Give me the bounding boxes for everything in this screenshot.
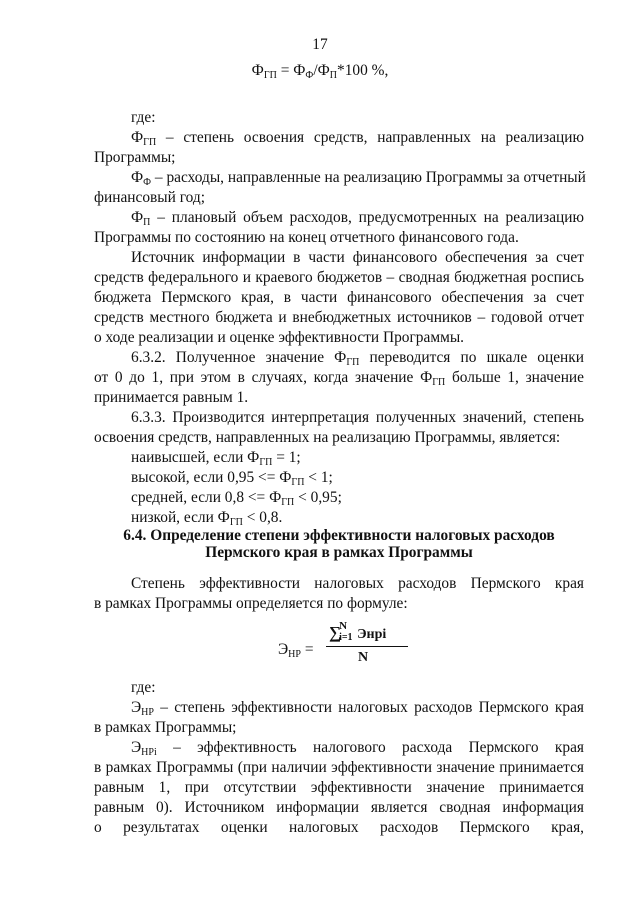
text-line: в рамках Программы (при наличии эффективности значение принимается <box>94 759 584 776</box>
text-line: средней, если $0,8 <= Ф_{ГП} < 0,95$; <box>131 489 342 508</box>
formula-fgp <box>0 62 640 81</box>
text-line: средств федерального и краевого бюджетов – сводная бюджетная роспись <box>94 269 584 286</box>
formula-enr-numerator: ∑$^N$i=1 Энрi <box>329 620 387 643</box>
text-line: 6.3.2. Полученное значение $Ф_{ГП}$ переводится по шкале оценки <box>131 349 585 368</box>
text-line: наивысшей, если $Ф_{ГП} = 1$; <box>131 449 301 468</box>
text-line: 6.3.3. Производится интерпретация полученных значений, степень <box>131 409 584 426</box>
text-line: Программы; <box>94 149 176 166</box>
formula-subscript: Ф <box>305 70 314 81</box>
text-line: где: <box>131 109 156 126</box>
text-line: Источник информации в части финансового обеспечения за счет <box>131 249 584 266</box>
formula-subscript: ГП <box>263 70 277 81</box>
formula-tail: *100 %, <box>337 62 389 79</box>
text-line: бюджета Пермского края, в части финансового обеспечения за счет <box>94 289 584 306</box>
text-line: от 0 до 1, при этом в случаях, когда значение $Ф_{ГП}$ больше 1, значение <box>94 369 584 388</box>
text-line: низкой, если $Ф_{ГП} < 0,8$. <box>131 509 283 528</box>
formula-symbol: Ф <box>251 62 264 79</box>
text-line: в рамках Программы определяется по формуле: <box>94 595 408 612</box>
text-line: средств местного бюджета и внебюджетных источников – годовой отчет <box>94 309 584 326</box>
text-line: освоения средств, направленных на реализацию Программы, является: <box>94 429 561 446</box>
formula-slash: / <box>313 62 318 79</box>
formula-enr-denominator: N <box>358 650 369 665</box>
text-line: $Э_{НРi}$ – эффективность налогового расхода Пермского края <box>131 739 584 758</box>
text-line: $Ф_П$ – плановый объем расходов, предусмотренных на реализацию <box>131 209 584 228</box>
text-line: финансовый год; <box>94 189 206 206</box>
formula-eq: = <box>276 62 294 79</box>
text-line: о ходе реализации и оценке эффективности Программы. <box>94 329 465 346</box>
section-heading: Пермского края в рамках Программы <box>205 544 473 561</box>
formula-symbol: Ф <box>293 62 306 79</box>
text-line: $Э_{НР}$ – степень эффективности налоговых расходов Пермского края <box>131 699 584 718</box>
section-heading: 6.4. Определение степени эффективности налоговых расходов <box>123 527 555 544</box>
page-number: 17 <box>312 36 328 53</box>
fraction-bar <box>326 646 408 647</box>
text-line: принимается равным 1. <box>94 389 249 406</box>
text-line: о результатах оценки налоговых расходов Пермского края, <box>94 819 584 836</box>
text-line: в рамках Программы; <box>94 719 237 736</box>
text-line: равным 1, при отсутствии эффективности значение принимается <box>94 779 584 796</box>
text-line: равным 0). Источником информации является сводная информация <box>94 799 584 816</box>
text-line: высокой, если $0,95 <= Ф_{ГП} < 1$; <box>131 469 333 488</box>
text-line: Программы по состоянию на конец отчетного финансового года. <box>94 229 519 246</box>
formula-enr-lhs: $Э_{НР}$ = <box>278 641 314 660</box>
text-line: $Ф_Ф$ – расходы, направленные на реализацию Программы за отчетный <box>131 169 586 188</box>
text-line: где: <box>131 679 156 696</box>
text-line: Степень эффективности налоговых расходов Пермского края <box>131 575 584 592</box>
formula-subscript: П <box>329 70 338 81</box>
text-line: $Ф_{ГП}$ – степень освоения средств, направленных на реализацию <box>131 129 584 148</box>
formula-symbol: Ф <box>317 62 330 79</box>
